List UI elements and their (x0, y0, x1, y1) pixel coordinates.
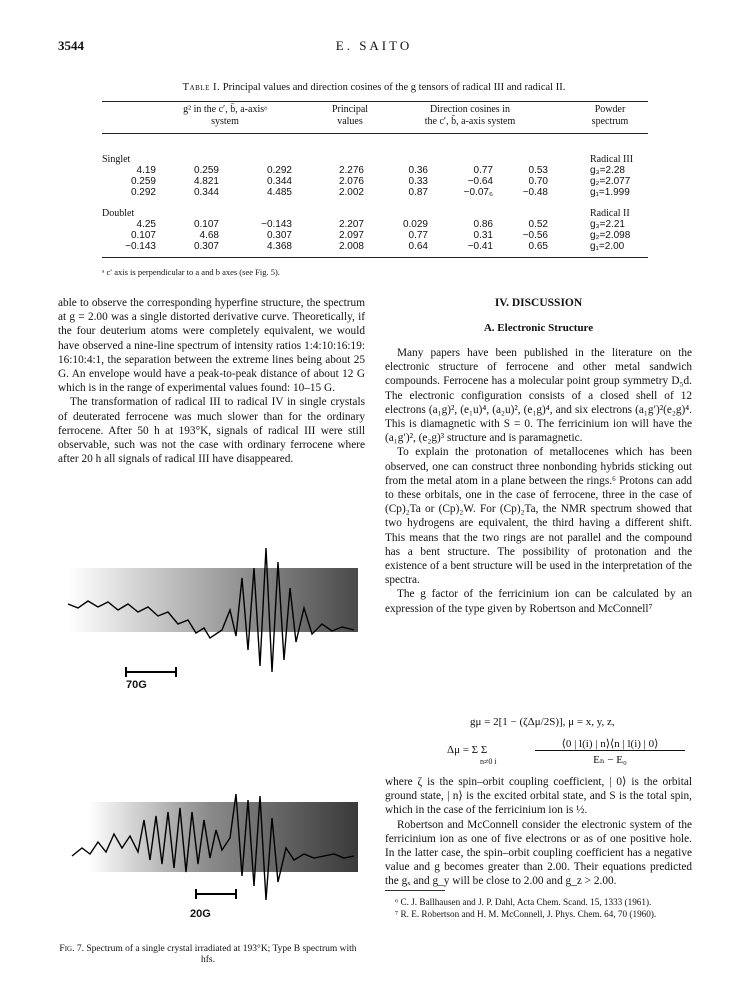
left-paragraph-2: The transformation of radical III to radical IV in single crystals of deuterated ferrocene was much slower than for the ordinary ferrocene. After 50 h at 193°K, signals of radical III were still observable, such was not the case with ordinary ferrocene where after 20 h all signals of radical III have disappeared. (58, 396, 365, 466)
figure-7-caption (58, 944, 358, 966)
running-head-author: E. SAITO (335, 38, 413, 53)
footnote-rule (385, 890, 445, 891)
table-doublet-dircos-col2: 0.86 0.31 −0.41 (467, 219, 493, 252)
figure-top-background (68, 568, 358, 632)
table-header-dircos-line1: Direction cosines in (430, 104, 510, 115)
table-group-label-doublet: Doublet (102, 208, 135, 219)
footnote-6-text: ⁶ C. J. Ballhausen and J. P. Dahl, Acta Chem. Scand. 15, 1333 (1961). (395, 897, 652, 907)
right-column-text-2 (385, 775, 692, 889)
table-singlet-principal: 2.276 2.076 2.002 (338, 165, 364, 198)
right-paragraph-2: To explain the protonation of metallocenes which has been observed, one can construct three nonbonding hybrids sticking out from the metal atom in a plane between the rings.⁶ Protons can add to these orbitals, one in the case of ferrocene, three in the case of (Cp)₂Ta or (Cp)₂W. For (Cp)₂Ta, the NMR spectrum showed that two hydrogens are equivalent, the third having a different shift. This means that the two rings are not parallel and the compound has a bent structure. The possibility of protonation and the existence of a bent structure will be used in the interpretation of the spectra. (385, 446, 692, 587)
table-singlet-dircos-col1: 0.36 0.33 0.87 (408, 165, 428, 198)
table-group-label-singlet: Singlet (102, 154, 131, 165)
right-paragraph-3: The g factor of the ferricinium ion can be calculated by an expression of the type given by Robertson and McConnell⁷ (385, 588, 692, 615)
table-powder-label-radical-iii: Radical III (590, 154, 634, 165)
table-header-principal (315, 104, 385, 128)
right-column-text-1 (385, 346, 692, 616)
table-powder-label-radical-ii: Radical II (590, 208, 630, 219)
table-caption-text: Principal values and direction cosines of the g tensors of radical III and radical II. (222, 82, 566, 93)
figure-7-spectrum-top (58, 538, 358, 688)
left-column-text (58, 296, 365, 466)
right-paragraph-1: Many papers have been published in the literature on the electronic structure of ferrocene and other metal sandwich compounds. Ferrocene has a molecular point group symmetry D₅d. The electronic configuration consists of a closed shell of 12 electrons (a₁g)², (e₁u)⁴, (a₂u)², (e₁g)⁴, and six electrons (a₁g′)²(e₂g)⁴. This is diamagnetic with S = 0. The ferricinium ion will have the (a₁g′)², (e₂g)³ structure and is paramagnetic. (385, 347, 692, 445)
table-header-g2-line1: g² in the c′, b̄, a-axisᵃ (183, 104, 267, 115)
table-singlet-dircos-col2: 0.77 −0.64 −0.07₆ (463, 165, 493, 198)
equation-delta-sum-indices: n≠0 i (480, 757, 497, 766)
equation-delta (447, 744, 487, 756)
figure-top-scale-label: 70G (126, 679, 147, 691)
table-header-direction-cosines (395, 104, 545, 128)
table-header-rule (102, 133, 648, 134)
table-doublet-g2-col1: 4.25 0.107 −0.143 (125, 219, 156, 252)
table-header-dircos-line2: the c′, b̄, a-axis system (424, 116, 516, 127)
right-paragraph-5: Robertson and McConnell consider the electronic system of the ferricinium ion as one of five electrons or as of one positive hole. In the latter case, the spin–orbit coupling coefficient has a negative value and g becomes greater than 2.00. Their equations predicted the gₓ and g_y will be close to 2.00 and g_z > 2.00. (385, 818, 692, 888)
equation-delta-denominator: Eₙ − E₀ (593, 754, 627, 766)
table-header-g2 (150, 104, 300, 128)
table-singlet-dircos-col3: 0.53 0.70 −0.48 (522, 165, 548, 198)
right-paragraph-4: where ζ is the spin–orbit coupling coefficient, | 0⟩ is the orbital ground state, | n⟩ is the excited orbital state, and S is the total spin, which in the case of the ferricinium ion is ½. (385, 776, 692, 817)
table-singlet-g2-col3: 0.292 0.344 4.485 (266, 165, 292, 198)
table-doublet-dircos-col3: 0.52 −0.56 0.65 (522, 219, 548, 252)
table-top-rule (102, 101, 648, 102)
figure-bottom-scale-label: 20G (190, 908, 211, 920)
table-doublet-dircos-col1: 0.029 0.77 0.64 (402, 219, 428, 252)
footnote-6 (385, 897, 692, 920)
equation-delta-numerator: ⟨0 | l(i) | n⟩⟨n | l(i) | 0⟩ (535, 737, 685, 751)
table-header-powder-line1: Powder (594, 104, 626, 115)
equation-g-factor: gμ = 2[1 − (ζΔμ/2S)], μ = x, y, z, (470, 716, 615, 728)
left-paragraph-1: able to observe the corresponding hyperfine structure, the spectrum at g = 2.00 was a single distorted derivative curve. Theoretically, if the four deuterium atoms were completely equivalent, we would have observed a nine-line spectrum of intensity ratios 1:4:10:16:19: 16:10:4:1, the separation between the extreme lines being about 25 G. An envelope would have a peak-to-peak distance of about 12 G which is in the range of experimental values found: 10–15 G. (58, 297, 365, 395)
figure-caption-label: Fig. 7. (59, 944, 84, 954)
subsection-heading-electronic-structure: A. Electronic Structure (483, 322, 594, 334)
table-singlet-g2-col1: 4.19 0.259 0.292 (130, 165, 156, 198)
table-doublet-g2-col3: −0.143 0.307 4.368 (261, 219, 292, 252)
table-singlet-g2-col2: 0.259 4.821 0.344 (193, 165, 219, 198)
table-singlet-powder: g₃=2.28 g₂=2.077 g₁=1.999 (590, 165, 631, 198)
equation-delta-lhs: Δμ = Σ Σ (447, 744, 488, 756)
table-caption (0, 82, 748, 93)
table-doublet-powder: g₃=2.21 g₂=2.098 g₁=2.00 (590, 219, 631, 252)
table-header-principal-line1: Principal (331, 104, 369, 115)
table-header-g2-line2: system (211, 116, 239, 127)
table-header-powder (570, 104, 650, 128)
page-number: 3544 (58, 38, 84, 53)
table-footnote: ᵃ c′ axis is perpendicular to a and b axes (see Fig. 5). (102, 267, 280, 277)
table-caption-label: Table I. (182, 82, 221, 93)
footnote-7-text: ⁷ R. E. Robertson and H. M. McConnell, J. Phys. Chem. 64, 70 (1960). (395, 908, 657, 919)
figure-caption-text: Spectrum of a single crystal irradiated at 193°K; Type B spectrum with hfs. (86, 944, 357, 965)
section-heading-discussion: IV. DISCUSSION (494, 297, 583, 309)
table-bottom-rule (102, 257, 648, 258)
table-header-principal-line2: values (337, 116, 363, 127)
table-doublet-principal: 2.207 2.097 2.008 (338, 219, 364, 252)
table-doublet-g2-col2: 0.107 4.68 0.307 (193, 219, 219, 252)
table-header-powder-line2: spectrum (591, 116, 629, 127)
